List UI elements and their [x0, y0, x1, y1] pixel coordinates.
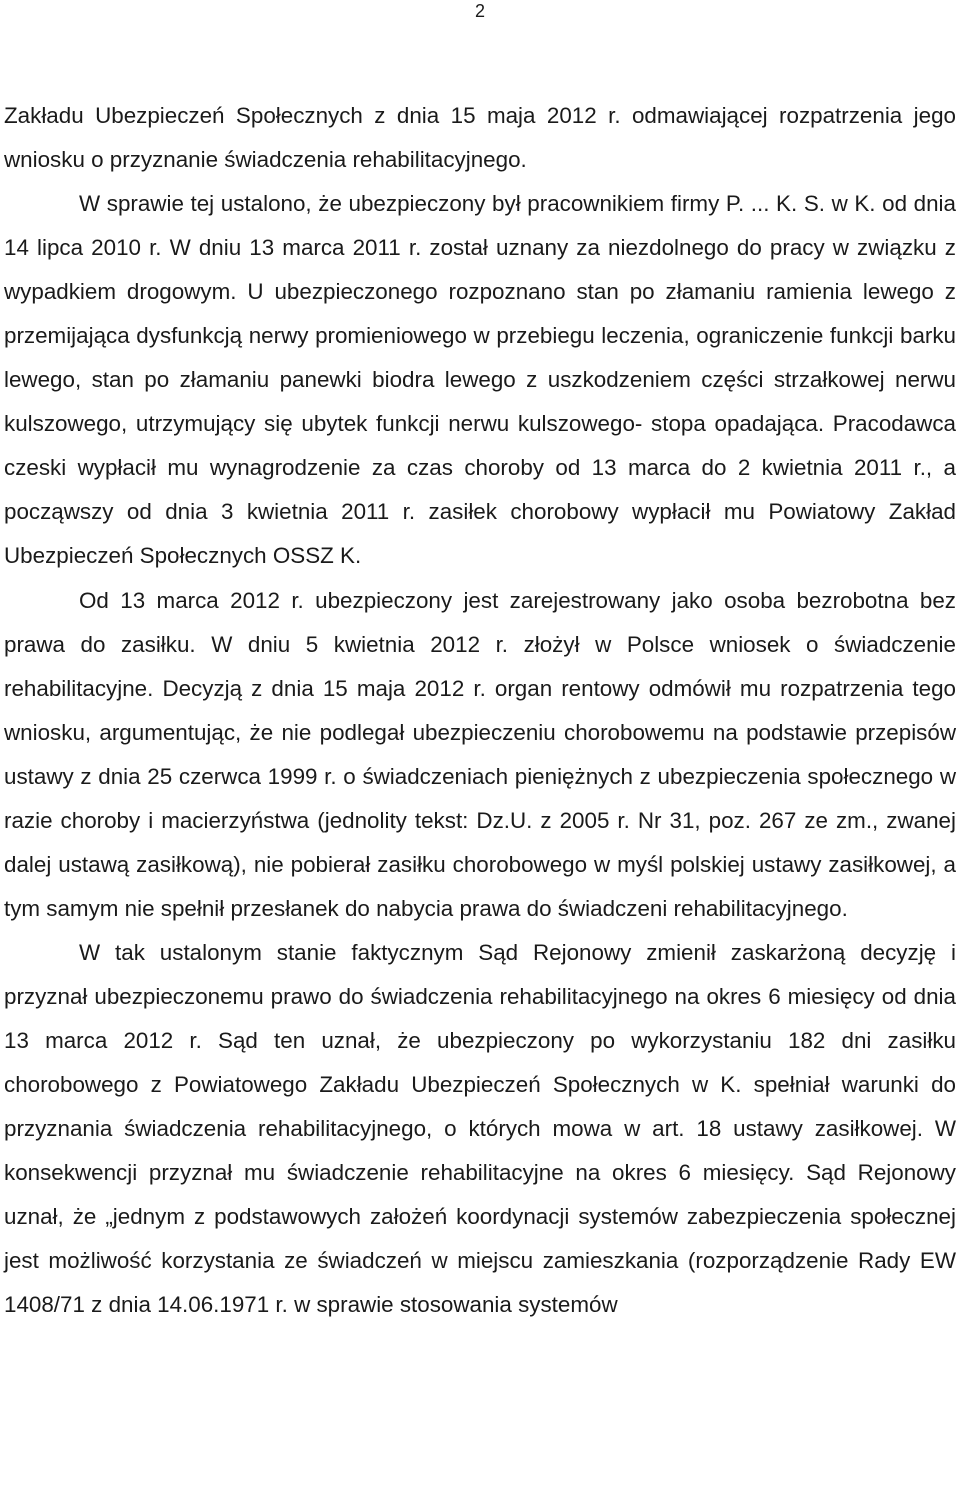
paragraph-continuation: Zakładu Ubezpieczeń Społecznych z dnia 15 maja 2012 r. odmawiającej rozpatrzenia jego wniosku o przyznanie świadczenia rehabilitacyjnego.	[4, 103, 956, 173]
page-number: 2	[474, 1, 485, 21]
paragraph-court-ruling: W tak ustalonym stanie faktycznym Sąd Rejonowy zmienił zaskarżoną decyzję i przyznał ubezpieczonemu prawo do świadczenia rehabilitacyjnego na okres 6 miesięcy od dnia 13 marca 2012 r. Sąd ten uznał, że ubezpieczony po wykorzystaniu 182 dni zasiłku chorobowego z Powiatowego Zakładu Ubezpieczeń Społecznych w K. spełniał warunki do przyznania świadczenia rehabilitacyjnego, o których mowa w art. 18 ustawy zasiłkowej. W konsekwencji przyznał mu świadczenie rehabilitacyjne na okres 6 miesięcy. Sąd Rejonowy uznał, że „jednym z podstawowych założeń koordynacji systemów zabezpieczenia społecznej jest możliwość korzystania ze świadczeń w miejscu zamieszkania (rozporządzenie Rady EW 1408/71 z dnia 14.06.1971 r. w sprawie stosowania systemów	[4, 939, 956, 1318]
document-body	[4, 94, 956, 1327]
paragraph-application: Od 13 marca 2012 r. ubezpieczony jest zarejestrowany jako osoba bezrobotna bez prawa do zasiłku. W dniu 5 kwietnia 2012 r. złożył w Polsce wniosek o świadczenie rehabilitacyjne. Decyzją z dnia 15 maja 2012 r. organ rentowy odmówił mu rozpatrzenia tego wniosku, argumentując, że nie podlegał ubezpieczeniu chorobowemu na podstawie przepisów ustawy z dnia 25 czerwca 1999 r. o świadczeniach pieniężnych z ubezpieczenia społecznego w razie choroby i macierzyństwa (jednolity tekst: Dz.U. z 2005 r. Nr 31, poz. 267 ze zm., zwanej dalej ustawą zasiłkową), nie pobierał zasiłku chorobowego w myśl polskiej ustawy zasiłkowej, a tym samym nie spełnił przesłanek do nabycia prawa do świadczeni rehabilitacyjnego.	[4, 587, 956, 921]
paragraph-facts: W sprawie tej ustalono, że ubezpieczony był pracownikiem firmy P. ... K. S. w K. od dnia 14 lipca 2010 r. W dniu 13 marca 2011 r. został uznany za niezdolnego do pracy w związku z wypadkiem drogowym. U ubezpieczonego rozpoznano stan po złamaniu ramienia lewego z przemijająca dysfunkcją nerwy promieniowego w przebiegu leczenia, ograniczenie funkcji barku lewego, stan po złamaniu panewki biodra lewego z uszkodzeniem części strzałkowej nerwu kulszowego, utrzymujący się ubytek funkcji nerwu kulszowego- stopa opadająca. Pracodawca czeski wypłacił mu wynagrodzenie za czas choroby od 13 marca do 2 kwietnia 2011 r., a począwszy od dnia 3 kwietnia 2011 r. zasiłek chorobowy wypłacił mu Powiatowy Zakład Ubezpieczeń Społecznych OSSZ K.	[4, 191, 956, 569]
